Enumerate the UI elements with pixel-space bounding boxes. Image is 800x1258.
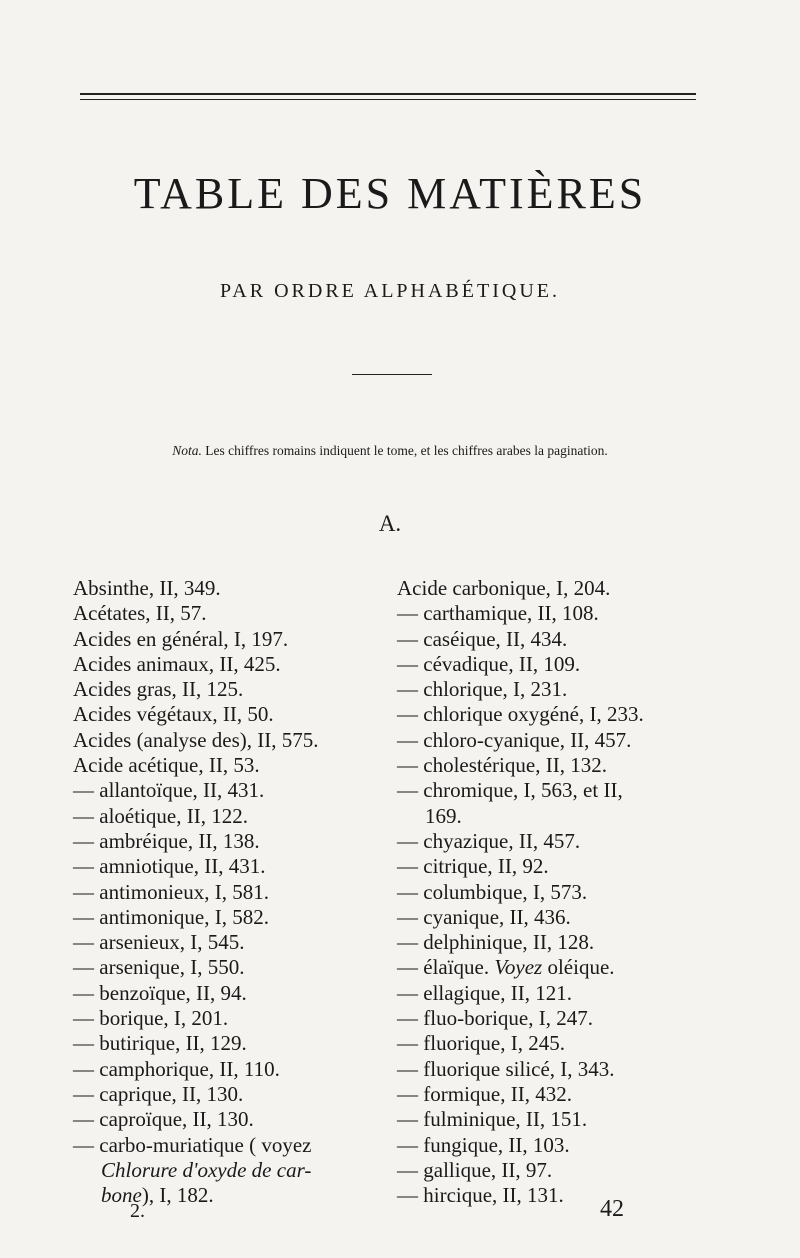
top-double-rule-thin bbox=[80, 99, 696, 100]
left-column bbox=[73, 576, 393, 1208]
index-entry: — ellagique, II, 121. bbox=[397, 980, 572, 1005]
index-entry: — hircique, II, 131. bbox=[397, 1183, 564, 1208]
index-entry: — fluorique silicé, I, 343. bbox=[397, 1056, 615, 1081]
index-entry: Acide acétique, II, 53. bbox=[73, 753, 260, 778]
page-title: TABLE DES MATIÈRES bbox=[133, 169, 647, 218]
index-entry-continuation bbox=[73, 1183, 393, 1208]
page-number: 42 bbox=[600, 1196, 624, 1222]
section-letter: A. bbox=[378, 511, 402, 536]
index-entry: — chloro-cyanique, II, 457. bbox=[397, 727, 632, 752]
index-entry: — cyanique, II, 436. bbox=[397, 904, 571, 929]
index-entry: — borique, I, 201. bbox=[73, 1006, 229, 1031]
index-entry: — antimonique, I, 582. bbox=[73, 904, 269, 929]
index-entry: — columbique, I, 573. bbox=[397, 879, 588, 904]
index-entry: — butirique, II, 129. bbox=[73, 1031, 247, 1056]
index-entry: Acides gras, II, 125. bbox=[73, 677, 244, 702]
index-entry: Acétates, II, 57. bbox=[73, 601, 207, 626]
index-entry: — aloétique, II, 122. bbox=[73, 803, 248, 828]
entry-suffix: oléique. bbox=[547, 955, 615, 980]
index-entry: Acides végétaux, II, 50. bbox=[73, 702, 274, 727]
index-entry: — cholestérique, II, 132. bbox=[397, 753, 607, 778]
index-entry: — chromique, I, 563, et II, bbox=[397, 778, 623, 803]
index-entry: — carthamique, II, 108. bbox=[397, 601, 599, 626]
index-entry: — fungique, II, 103. bbox=[397, 1132, 570, 1157]
index-entry-continuation: 169. bbox=[425, 803, 462, 828]
index-entry: — fulminique, II, 151. bbox=[397, 1107, 588, 1132]
continuation-italic: Chlorure d'oxyde de car- bbox=[101, 1157, 312, 1182]
short-divider bbox=[352, 374, 432, 375]
index-entry: Absinthe, II, 349. bbox=[73, 576, 221, 600]
index-entry: — chyazique, II, 457. bbox=[397, 828, 581, 853]
index-entry: Acides (analyse des), II, 575. bbox=[73, 727, 319, 752]
index-entry: — camphorique, II, 110. bbox=[73, 1056, 280, 1081]
index-entry-elaique bbox=[397, 955, 717, 980]
continuation-tail: ), I, 182. bbox=[141, 1183, 214, 1208]
index-entry: — caséique, II, 434. bbox=[397, 626, 568, 651]
nota-text: Les chiffres romains indiquent le tome, et les chiffres arabes la pagination. bbox=[205, 443, 608, 458]
index-entry: — arsenique, I, 550. bbox=[73, 955, 245, 980]
index-entry: — benzoïque, II, 94. bbox=[73, 980, 247, 1005]
signature-mark: 2. bbox=[130, 1200, 145, 1222]
index-entry: Acides en général, I, 197. bbox=[73, 626, 289, 651]
index-entry: — antimonieux, I, 581. bbox=[73, 879, 269, 904]
index-entry: — ambréique, II, 138. bbox=[73, 828, 260, 853]
index-entry-continuation bbox=[73, 1158, 393, 1183]
index-entry: — fluorique, I, 245. bbox=[397, 1031, 565, 1056]
top-double-rule bbox=[80, 93, 696, 95]
index-entry: — fluo-borique, I, 247. bbox=[397, 1006, 593, 1031]
page-subtitle: PAR ORDRE ALPHABÉTIQUE. bbox=[220, 280, 560, 302]
index-entry: — cévadique, II, 109. bbox=[397, 651, 581, 676]
index-entry: — caproïque, II, 130. bbox=[73, 1107, 254, 1132]
right-column bbox=[397, 576, 717, 1208]
nota-label: Nota. bbox=[172, 443, 202, 458]
index-entry: — arsenieux, I, 545. bbox=[73, 930, 245, 955]
index-entry: — allantoïque, II, 431. bbox=[73, 778, 265, 803]
entry-prefix: — élaïque. bbox=[397, 955, 490, 980]
index-entry: — chlorique, I, 231. bbox=[397, 677, 568, 702]
index-entry: — carbo-muriatique ( voyez bbox=[73, 1132, 312, 1157]
index-entry: — gallique, II, 97. bbox=[397, 1157, 553, 1182]
index-entry: — caprique, II, 130. bbox=[73, 1081, 244, 1106]
index-entry: — delphinique, II, 128. bbox=[397, 930, 595, 955]
continuation-italic: bone bbox=[101, 1183, 142, 1208]
nota-line bbox=[0, 443, 780, 459]
index-entry: — chlorique oxygéné, I, 233. bbox=[397, 702, 644, 727]
voyez-italic: Voyez bbox=[494, 955, 543, 980]
index-entry: Acide carbonique, I, 204. bbox=[397, 576, 611, 600]
index-entry: Acides animaux, II, 425. bbox=[73, 651, 281, 676]
index-entry: — formique, II, 432. bbox=[397, 1081, 572, 1106]
index-entry: — citrique, II, 92. bbox=[397, 854, 549, 879]
index-entry: — amniotique, II, 431. bbox=[73, 854, 266, 879]
